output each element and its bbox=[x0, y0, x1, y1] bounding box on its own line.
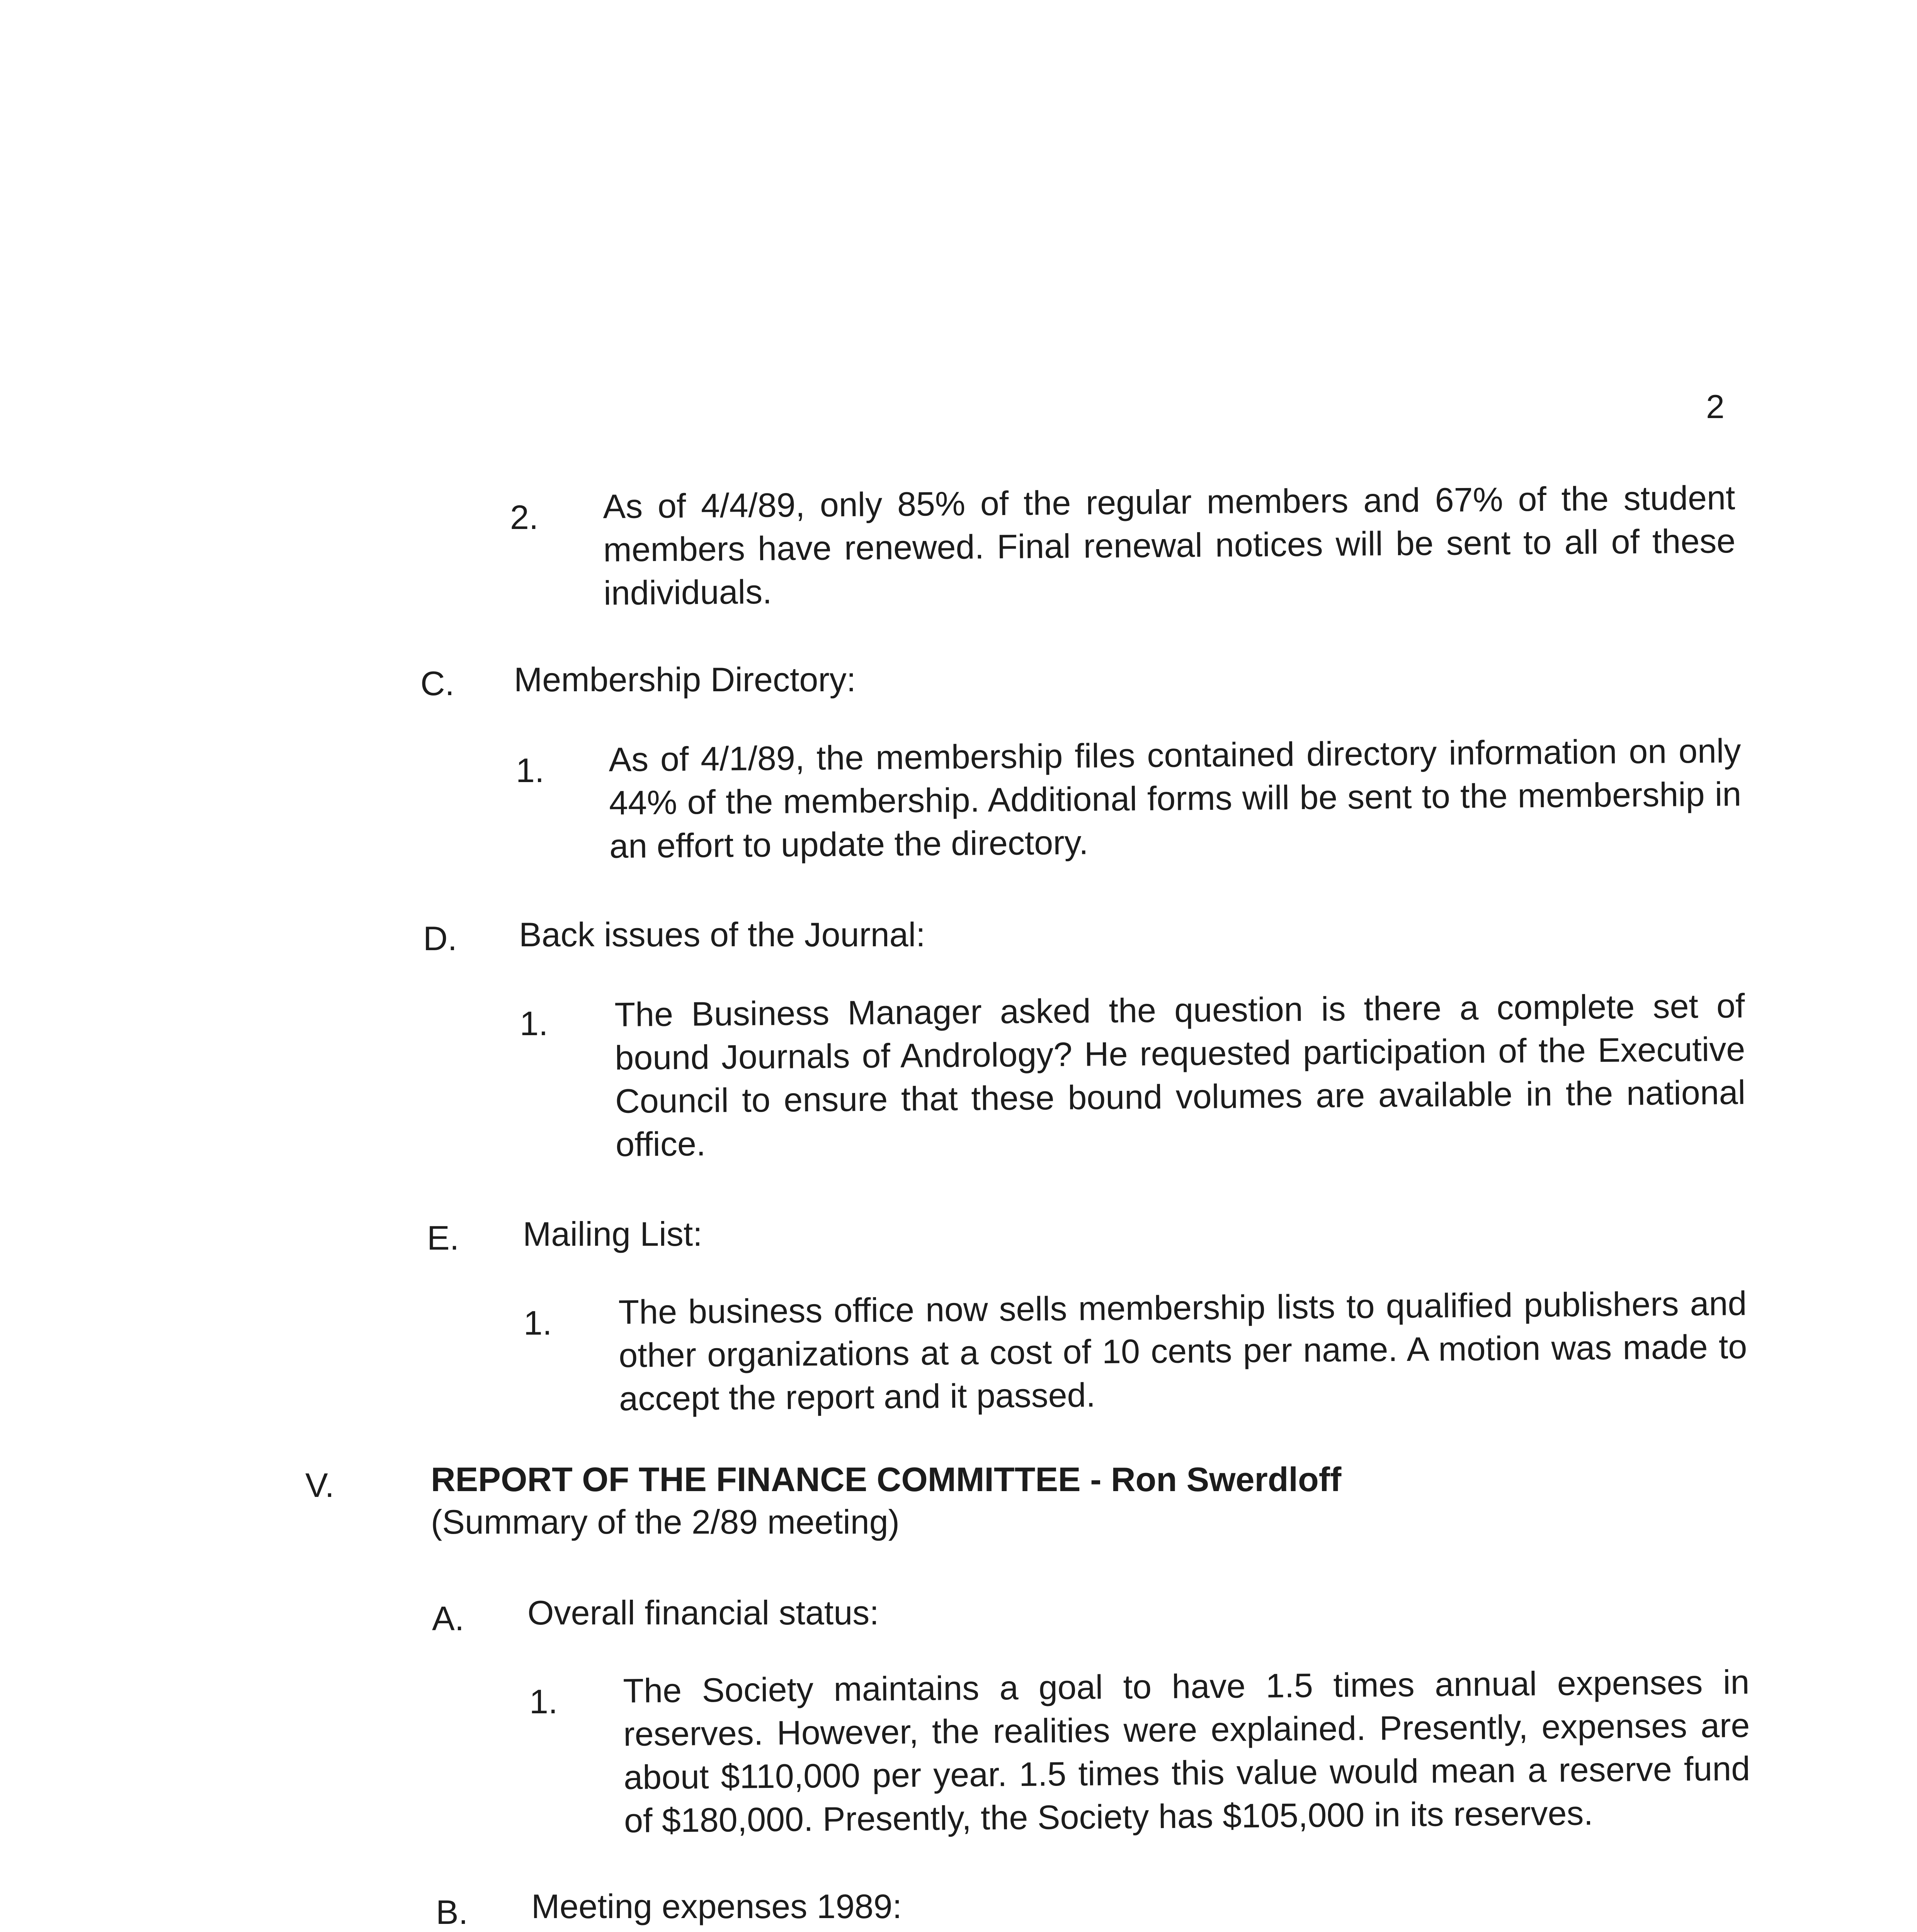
section-letter: B. bbox=[436, 1893, 468, 1931]
section-heading: Mailing List: bbox=[523, 1215, 703, 1253]
item-text: The Society maintains a goal to have 1.5 times annual expenses in reserves. However, the realities were explained. Presently, expenses are about $110,000 per year. 1.5 times this value would mean a reserve fund of $180,000. Presently, the Society has $105,000 in its reserves. bbox=[623, 1663, 1750, 1840]
item-number: 1. bbox=[524, 1304, 552, 1342]
section-numeral: V. bbox=[305, 1466, 335, 1504]
item-number: 1. bbox=[520, 1004, 548, 1043]
section-heading: Membership Directory: bbox=[514, 660, 856, 699]
item-number: 1. bbox=[529, 1682, 558, 1721]
item-text: As of 4/1/89, the membership files contained directory information on only 44% of the membership. Additional forms will be sent to the membership in an effort to update the directory. bbox=[609, 731, 1742, 865]
item-text: The Business Manager asked the question is there a complete set of bound Journals of Andrology? He requested participation of the Executive Council to ensure that these bound volumes are available in the national office. bbox=[614, 986, 1746, 1163]
section-subtitle: (Summary of the 2/89 meeting) bbox=[431, 1503, 900, 1541]
section-heading: Back issues of the Journal: bbox=[519, 915, 925, 954]
section-letter: A. bbox=[432, 1599, 464, 1638]
item-text: As of 4/4/89, only 85% of the regular members and 67% of the student members have renewed. Final renewal notices will be sent to all of these individuals. bbox=[603, 478, 1736, 612]
section-heading: Meeting expenses 1989: bbox=[531, 1887, 902, 1925]
section-heading: Overall financial status: bbox=[527, 1594, 879, 1632]
section-letter: D. bbox=[423, 919, 457, 957]
item-number: 1. bbox=[516, 751, 544, 789]
section-title: REPORT OF THE FINANCE COMMITTEE - Ron Swerdloff bbox=[431, 1460, 1342, 1498]
section-letter: E. bbox=[427, 1219, 459, 1257]
section-letter: C. bbox=[420, 664, 454, 702]
page-number: 2 bbox=[1706, 388, 1725, 425]
item-number: 2. bbox=[510, 498, 539, 536]
item-text: The business office now sells membership lists to qualified publishers and other organizations at a cost of 10 cents per name. A motion was made to accept the report and it passed. bbox=[618, 1284, 1747, 1418]
